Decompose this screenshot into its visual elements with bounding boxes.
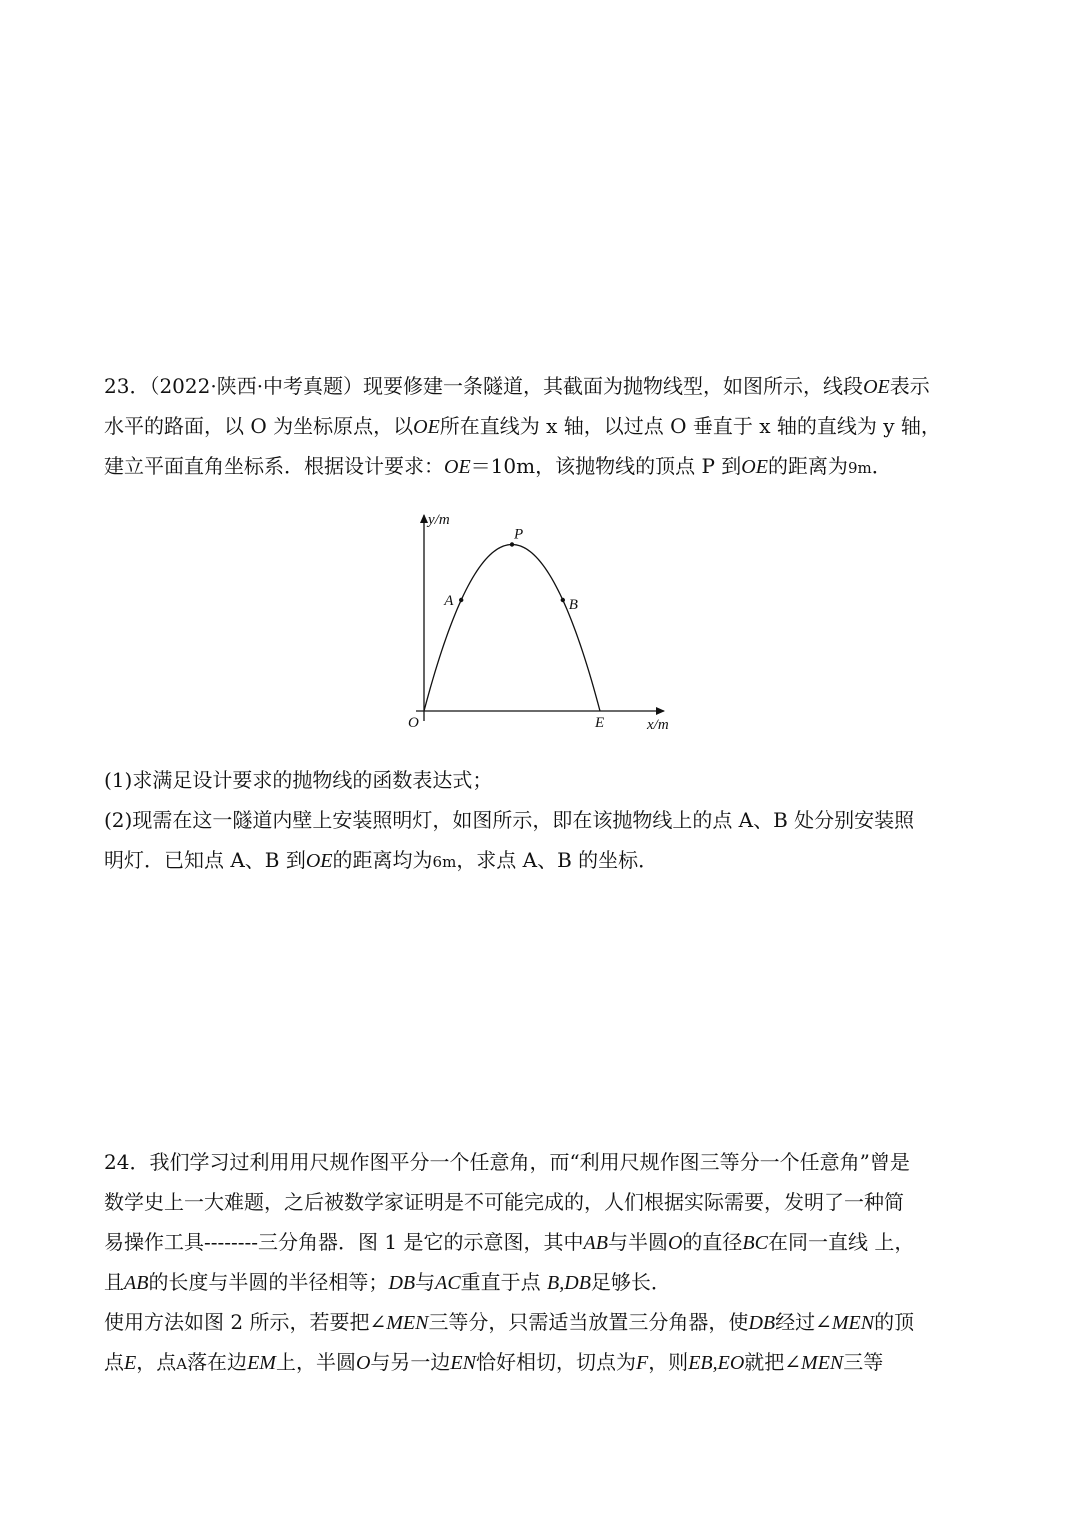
q24-text: 的长度与半圆的半径相等； [148, 1270, 389, 1294]
origin-label: O [408, 715, 419, 731]
q24-text: 使用方法如图 2 所示，若要把 [104, 1310, 370, 1334]
q24-text: ，点 [136, 1350, 177, 1374]
math-bc: BC [742, 1232, 768, 1254]
q23-line-2 [104, 406, 984, 446]
q23-text: 的距离均为 [332, 848, 433, 872]
x-axis-label: x/m [647, 717, 669, 733]
q24-text: 与半圆 [607, 1230, 668, 1254]
q24-line-2 [104, 1182, 984, 1222]
q24-text: 三等 [843, 1350, 884, 1374]
math-oe: OE [741, 456, 768, 478]
math-o: O [355, 1352, 371, 1374]
q24-text: 且 [104, 1270, 124, 1294]
q24-text: 的顶 [874, 1310, 915, 1334]
q24-text: 点 [104, 1350, 124, 1374]
point-p-dot [510, 542, 514, 546]
math-ac: AC [435, 1272, 461, 1294]
q24-line-1 [104, 1142, 984, 1182]
q24-text: 在同一直线 上， [767, 1230, 915, 1254]
point-e-label: E [595, 715, 605, 731]
q24-text: 落在边 [187, 1350, 248, 1374]
point-b-dot [561, 598, 565, 602]
math-db: DB [748, 1312, 776, 1334]
math-en: EN [450, 1352, 476, 1374]
q23-text: 23．（2022·陕西·中考真题）现要修建一条隧道，其截面为抛物线型，如图所示，线段 [104, 374, 864, 398]
q24-line-3 [104, 1222, 984, 1262]
math-9m: 9m [847, 459, 872, 477]
math-oe: OE [863, 376, 890, 398]
q23-text: ． [871, 454, 892, 478]
q24-text: 数学史上一大难题，之后被数学家证明是不可能完成的，人们根据实际需要，发明了一种简 [104, 1190, 904, 1214]
q23-part-2-line-1 [104, 800, 984, 840]
q24-text: 恰好相切，切点为 [475, 1350, 636, 1374]
question-24 [104, 1142, 984, 1382]
q24-line-4 [104, 1262, 984, 1302]
q23-text: 建立平面直角坐标系．根据设计要求： [104, 454, 444, 478]
math-eb-eo: EB,EO [688, 1352, 745, 1374]
q24-text: 上，半圆 [275, 1350, 356, 1374]
q23-line-3 [104, 446, 984, 486]
math-ab: AB [124, 1272, 149, 1294]
q24-text: 重直于点 [460, 1270, 548, 1294]
question-23-parts [104, 760, 984, 880]
y-axis-label: y/m [428, 512, 450, 528]
q23-line-1 [104, 366, 984, 406]
math-angle-men: ∠MEN [815, 1312, 875, 1334]
math-b-db: B,DB [547, 1272, 591, 1294]
q23-text: ＝10m，该抛物线的顶点 P 到 [470, 454, 742, 478]
parabola-figure [388, 505, 688, 750]
q24-text: 24．我们学习过利用用尺规作图平分一个任意角，而“利用尺规作图三等分一个任意角”曾是 [104, 1150, 910, 1174]
q23-text: 表示 [889, 374, 930, 398]
q23-text: 的距离为 [767, 454, 848, 478]
math-angle-men: ∠MEN [784, 1352, 844, 1374]
q23-text: 所在直线为 x 轴，以过点 O 垂直于 x 轴的直线为 y 轴， [439, 414, 941, 438]
q23-part-1: (1)求满足设计要求的抛物线的函数表达式； [104, 768, 493, 792]
q23-part-2-line-2 [104, 840, 984, 880]
math-f: F [635, 1352, 649, 1374]
point-b-label: B [568, 597, 578, 613]
q24-line-5 [104, 1302, 984, 1342]
math-a: A [176, 1355, 188, 1373]
q24-text: 与另一边 [370, 1350, 451, 1374]
math-angle-men: ∠MEN [369, 1312, 429, 1334]
point-a-label: A [444, 593, 454, 609]
point-a-dot [459, 598, 463, 602]
math-oe: OE [413, 416, 440, 438]
q24-text: 经过 [775, 1310, 816, 1334]
math-6m: 6m [432, 853, 457, 871]
q23-text: 明灯．已知点 A、B 到 [104, 848, 306, 872]
q24-text: 易操作工具--------三分角器．图 1 是它的示意图，其中 [104, 1230, 584, 1254]
q24-text: 的直径 [682, 1230, 743, 1254]
q23-text: (2)现需在这一隧道内壁上安装照明灯，如图所示，即在该抛物线上的点 A、B 处分别安装照 [104, 808, 915, 832]
q24-text: ，则 [648, 1350, 689, 1374]
q24-line-6 [104, 1342, 984, 1382]
math-em: EM [247, 1352, 276, 1374]
math-ab: AB [583, 1232, 608, 1254]
q23-text: 水平的路面，以 O 为坐标原点，以 [104, 414, 414, 438]
q24-text: 与 [415, 1270, 436, 1294]
question-23 [104, 366, 984, 486]
parabola-curve [424, 545, 600, 712]
q23-text: ，求点 A、B 的坐标． [456, 848, 659, 872]
math-db: DB [388, 1272, 416, 1294]
q24-text: 就把 [744, 1350, 785, 1374]
parabola-svg [388, 505, 688, 750]
math-e: E [124, 1352, 137, 1374]
math-o: O [667, 1232, 683, 1254]
q24-text: 三等分，只需适当放置三分角器，使 [428, 1310, 749, 1334]
q24-text: 足够长． [590, 1270, 671, 1294]
math-oe: OE [305, 850, 333, 872]
point-p-label: P [514, 526, 524, 543]
math-oe: OE [444, 456, 471, 478]
